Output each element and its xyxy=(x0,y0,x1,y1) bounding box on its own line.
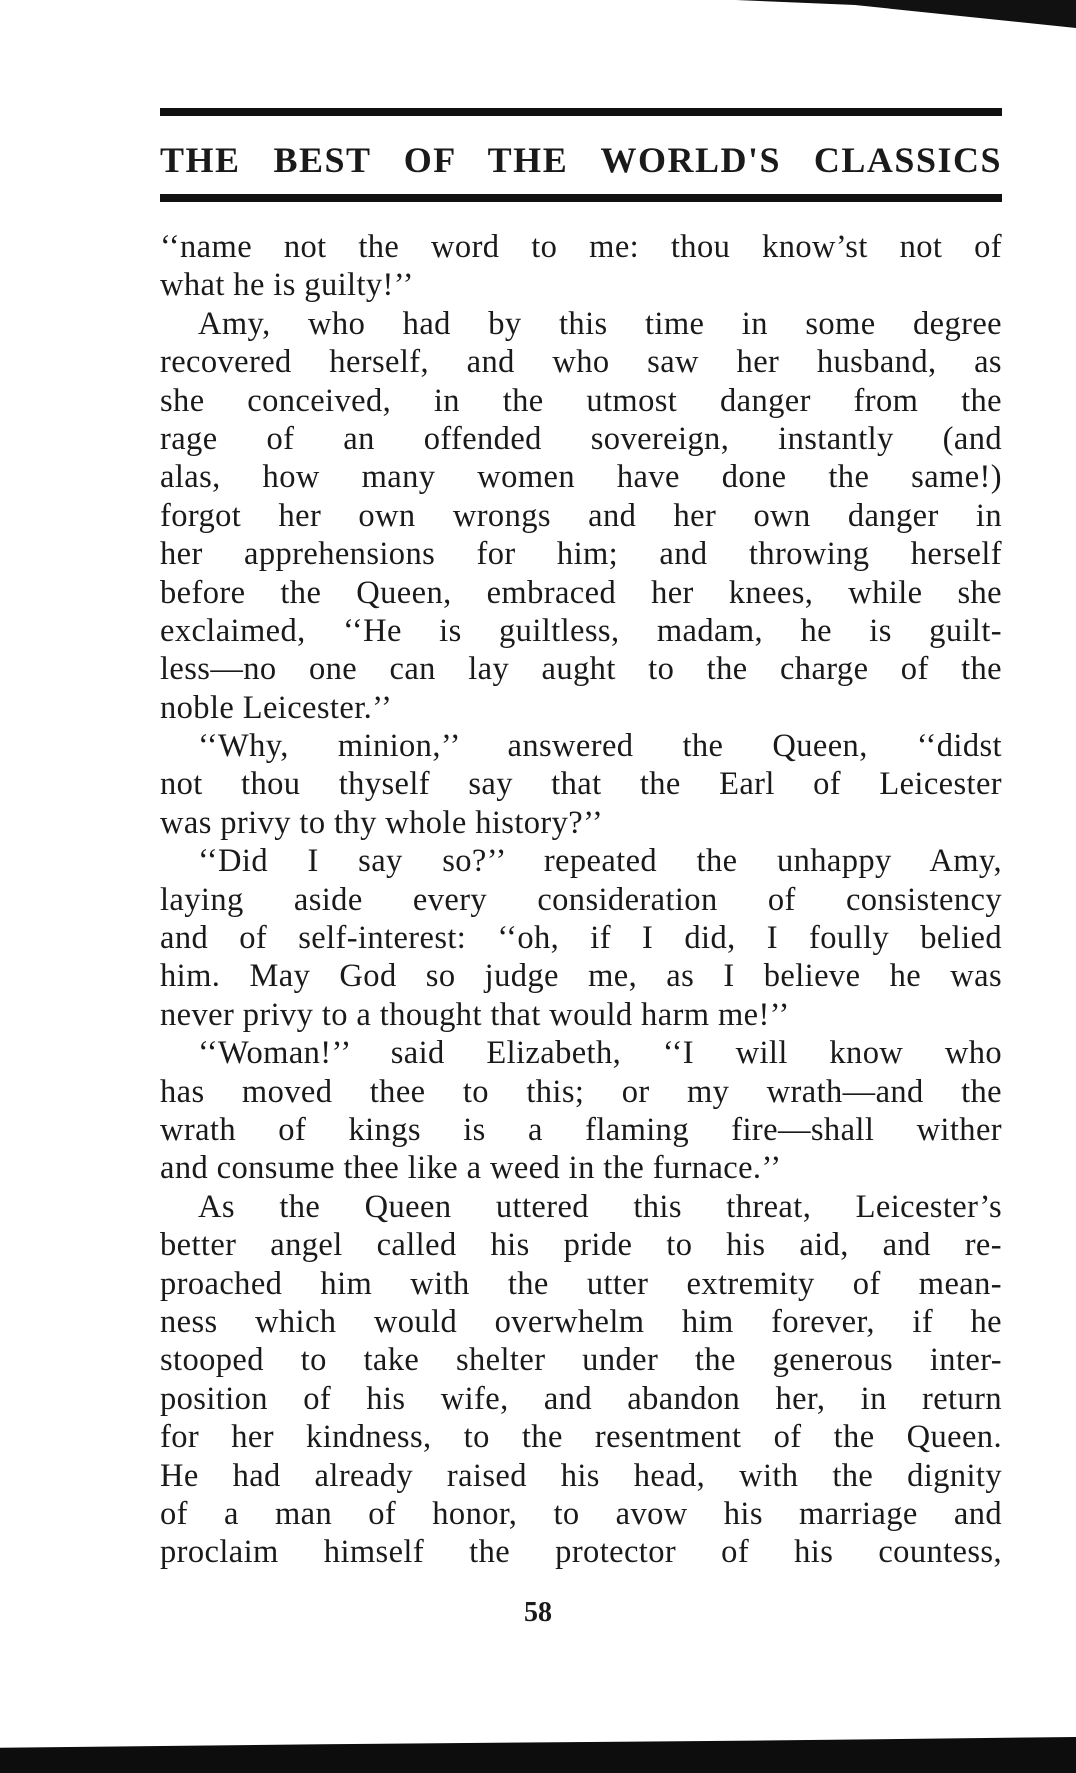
text-line: for her kindness, to the resentment of the Queen. xyxy=(160,1419,1002,1456)
text-line: exclaimed, ‘‘He is guiltless, madam, he is guilt- xyxy=(160,612,1002,649)
text-line: what he is guilty!’’ xyxy=(160,267,414,304)
running-title: THE BEST OF THE WORLD'S CLASSICS xyxy=(160,140,1002,180)
text-line: her apprehensions for him; and throwing herself xyxy=(160,536,1002,573)
text-line: has moved thee to this; or my wrath—and the xyxy=(160,1073,1002,1110)
text-line: him. May God so judge me, as I believe he was xyxy=(160,958,1002,995)
header-rule-bottom xyxy=(160,194,1002,202)
text-line: ‘‘Did I say so?’’ repeated the unhappy Amy, xyxy=(198,843,1002,880)
text-line: ‘‘Woman!’’ said Elizabeth, ‘‘I will know who xyxy=(198,1035,1002,1072)
text-line: and of self-interest: ‘‘oh, if I did, I foully belied xyxy=(160,920,1002,957)
text-line: recovered herself, and who saw her husband, as xyxy=(160,344,1002,381)
text-line: rage of an offended sovereign, instantly (and xyxy=(160,420,1002,457)
text-line: was privy to thy whole history?’’ xyxy=(160,804,604,841)
text-line: laying aside every consideration of consistency xyxy=(160,881,1002,918)
text-line: of a man of honor, to avow his marriage and xyxy=(160,1495,1002,1532)
text-line: she conceived, in the utmost danger from the xyxy=(160,382,1002,419)
text-line: As the Queen uttered this threat, Leicester’s xyxy=(198,1188,1002,1225)
text-line: He had already raised his head, with the dignity xyxy=(160,1457,1002,1494)
text-line: proached him with the utter extremity of mean- xyxy=(160,1265,1002,1302)
page-number: 58 xyxy=(524,1597,552,1628)
text-line: better angel called his pride to his aid, and re- xyxy=(160,1227,1002,1264)
text-line: wrath of kings is a flaming fire—shall wither xyxy=(160,1111,1002,1148)
header-rule-top xyxy=(160,108,1002,116)
text-line: proclaim himself the protector of his countess, xyxy=(160,1534,1002,1571)
text-line: before the Queen, embraced her knees, while she xyxy=(160,574,1002,611)
text-line: stooped to take shelter under the generous inter- xyxy=(160,1342,1002,1379)
text-line: forgot her own wrongs and her own danger in xyxy=(160,497,1002,534)
text-line: ness which would overwhelm him forever, if he xyxy=(160,1303,1002,1340)
scan-edge-bottom xyxy=(0,1737,1076,1773)
body-text xyxy=(160,228,1002,1572)
text-line: not thou thyself say that the Earl of Leicester xyxy=(160,766,1002,803)
text-line: ‘‘name not the word to me: thou know’st not of xyxy=(160,229,1002,265)
text-line: noble Leicester.’’ xyxy=(160,689,393,726)
text-line: less—no one can lay aught to the charge of the xyxy=(160,651,1002,688)
text-line: Amy, who had by this time in some degree xyxy=(198,305,1002,342)
text-line: never privy to a thought that would harm me!’’ xyxy=(160,996,790,1033)
text-line: position of his wife, and abandon her, in return xyxy=(160,1380,1002,1417)
scan-edge-top xyxy=(736,0,1076,28)
text-line: and consume thee like a weed in the furnace.’’ xyxy=(160,1150,782,1187)
text-line: alas, how many women have done the same!) xyxy=(160,459,1002,496)
text-line: ‘‘Why, minion,’’ answered the Queen, ‘‘didst xyxy=(198,728,1002,765)
